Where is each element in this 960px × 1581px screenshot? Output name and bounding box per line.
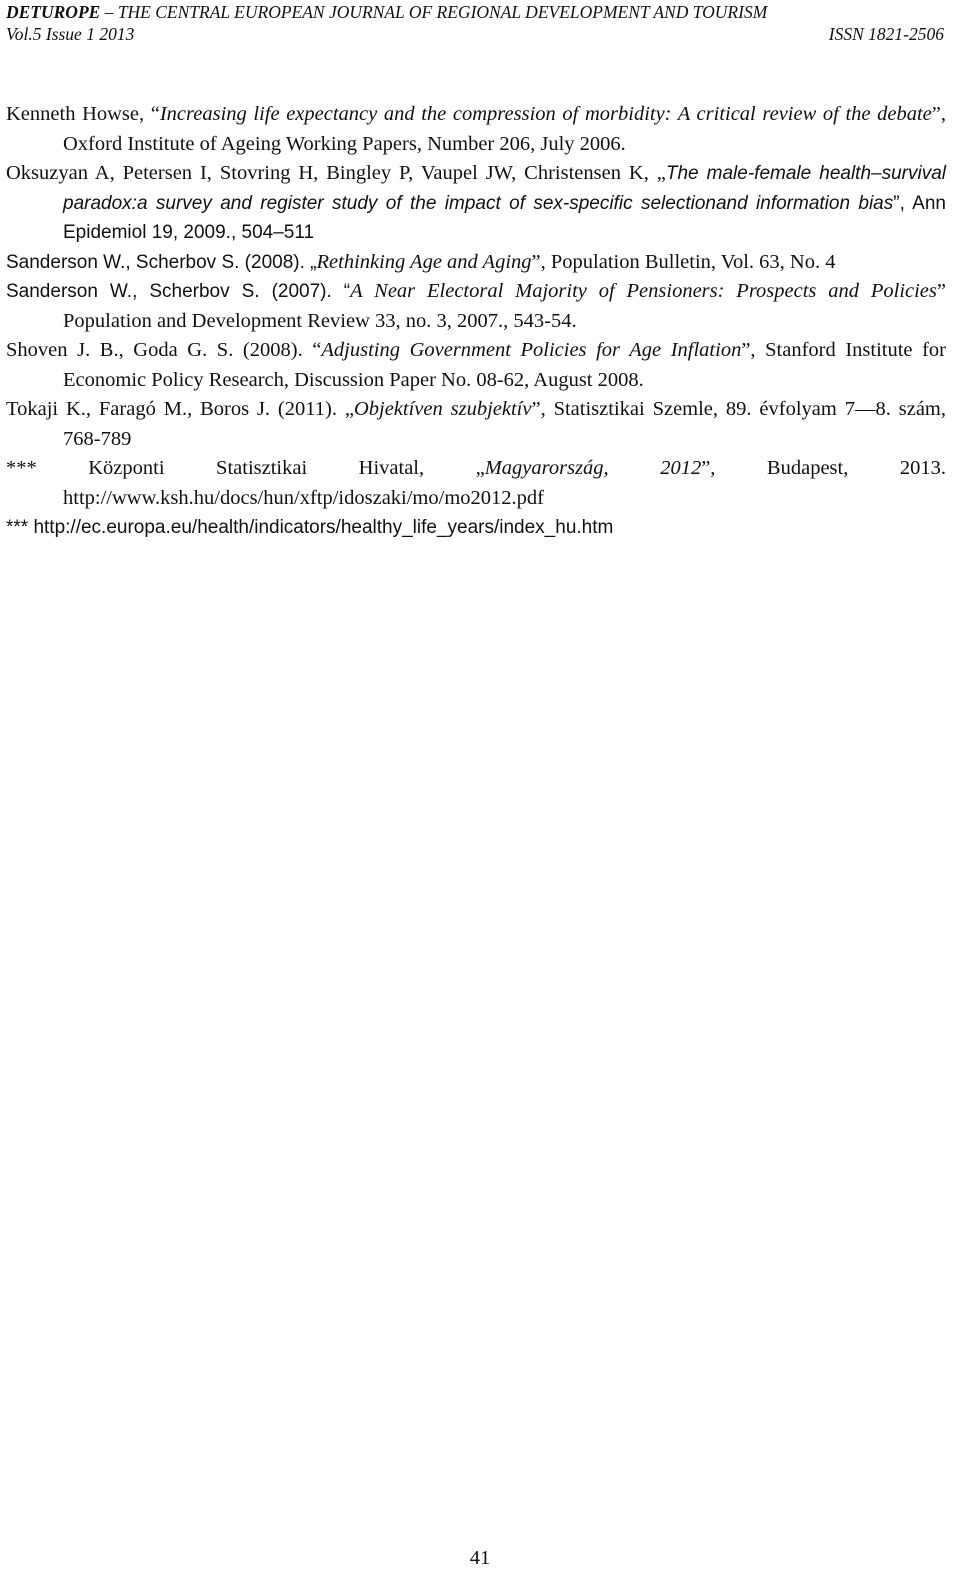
ref-authors: Sanderson W., Scherbov S. (2008). „ xyxy=(6,251,317,273)
ref-authors: Tokaji K., Faragó M., Boros J. (2011). „ xyxy=(6,398,354,420)
ref-source: ”, Population Bulletin, Vol. 63, No. 4 xyxy=(531,250,836,273)
journal-header xyxy=(6,2,944,22)
ref-title: A Near Electoral Majority of Pensioners: Prospects and Policies xyxy=(350,280,937,302)
ref-title: Magyarország, 2012 xyxy=(484,457,702,479)
issn: ISSN 1821-2506 xyxy=(828,24,944,44)
ref-source: ”, Oxford Institute of Ageing Working Papers, Number 206, July 2006. xyxy=(63,103,946,155)
journal-full-title: – THE CENTRAL EUROPEAN JOURNAL OF REGIONAL DEVELOPMENT AND TOURISM xyxy=(100,2,768,22)
ref-url: *** http://ec.europa.eu/health/indicators/healthy_life_years/index_hu.htm xyxy=(6,517,614,538)
ref-title: Increasing life expectancy and the compression of morbidity: A critical review of the debate xyxy=(159,103,932,125)
reference-item xyxy=(6,513,946,543)
ref-source: ”, Statisztikai Szemle, 89. évfolyam 7—8. szám, 768-789 xyxy=(63,398,946,450)
ref-title: The male-female health–survival paradox:a survey and register study of the impact of sex-specific selectionand information bias xyxy=(63,163,946,214)
issue-line xyxy=(6,22,944,46)
ref-authors: Sanderson W., Scherbov S. (2007). “ xyxy=(6,281,351,302)
ref-source: ”, Stanford Institute for Economic Policy Research, Discussion Paper No. 08-62, August 2008. xyxy=(63,339,947,391)
reference-item xyxy=(6,248,946,278)
reference-item xyxy=(6,454,946,513)
reference-item xyxy=(6,395,946,454)
ref-source: ”, Budapest, 2013. http://www.ksh.hu/docs/hun/xftp/idoszaki/mo/mo2012.pdf xyxy=(63,457,946,509)
ref-authors: Kenneth Howse, “ xyxy=(6,103,160,125)
reference-item xyxy=(6,100,946,159)
volume-issue: Vol.5 Issue 1 2013 xyxy=(6,24,135,44)
ref-title: Adjusting Government Policies for Age Inflation xyxy=(321,339,742,361)
ref-source: ” Population and Development Review 33, no. 3, 2007., 543-54. xyxy=(63,280,946,332)
ref-source: ”, Ann Epidemiol 19, 2009., 504–511 xyxy=(63,192,946,243)
reference-item xyxy=(6,336,946,395)
ref-authors: Oksuzyan A, Petersen I, Stovring H, Bingley P, Vaupel JW, Christensen K, „ xyxy=(6,162,666,184)
journal-abbr: DETUROPE xyxy=(6,2,101,22)
ref-authors: Shoven J. B., Goda G. S. (2008). “ xyxy=(6,339,322,361)
page-number: 41 xyxy=(469,1547,491,1569)
ref-title: Objektíven szubjektív xyxy=(353,398,532,420)
reference-item xyxy=(6,159,946,248)
ref-authors: *** Központi Statisztikai Hivatal, „ xyxy=(6,457,485,479)
reference-list xyxy=(6,100,946,543)
reference-item xyxy=(6,277,946,336)
ref-title: Rethinking Age and Aging xyxy=(316,250,532,273)
